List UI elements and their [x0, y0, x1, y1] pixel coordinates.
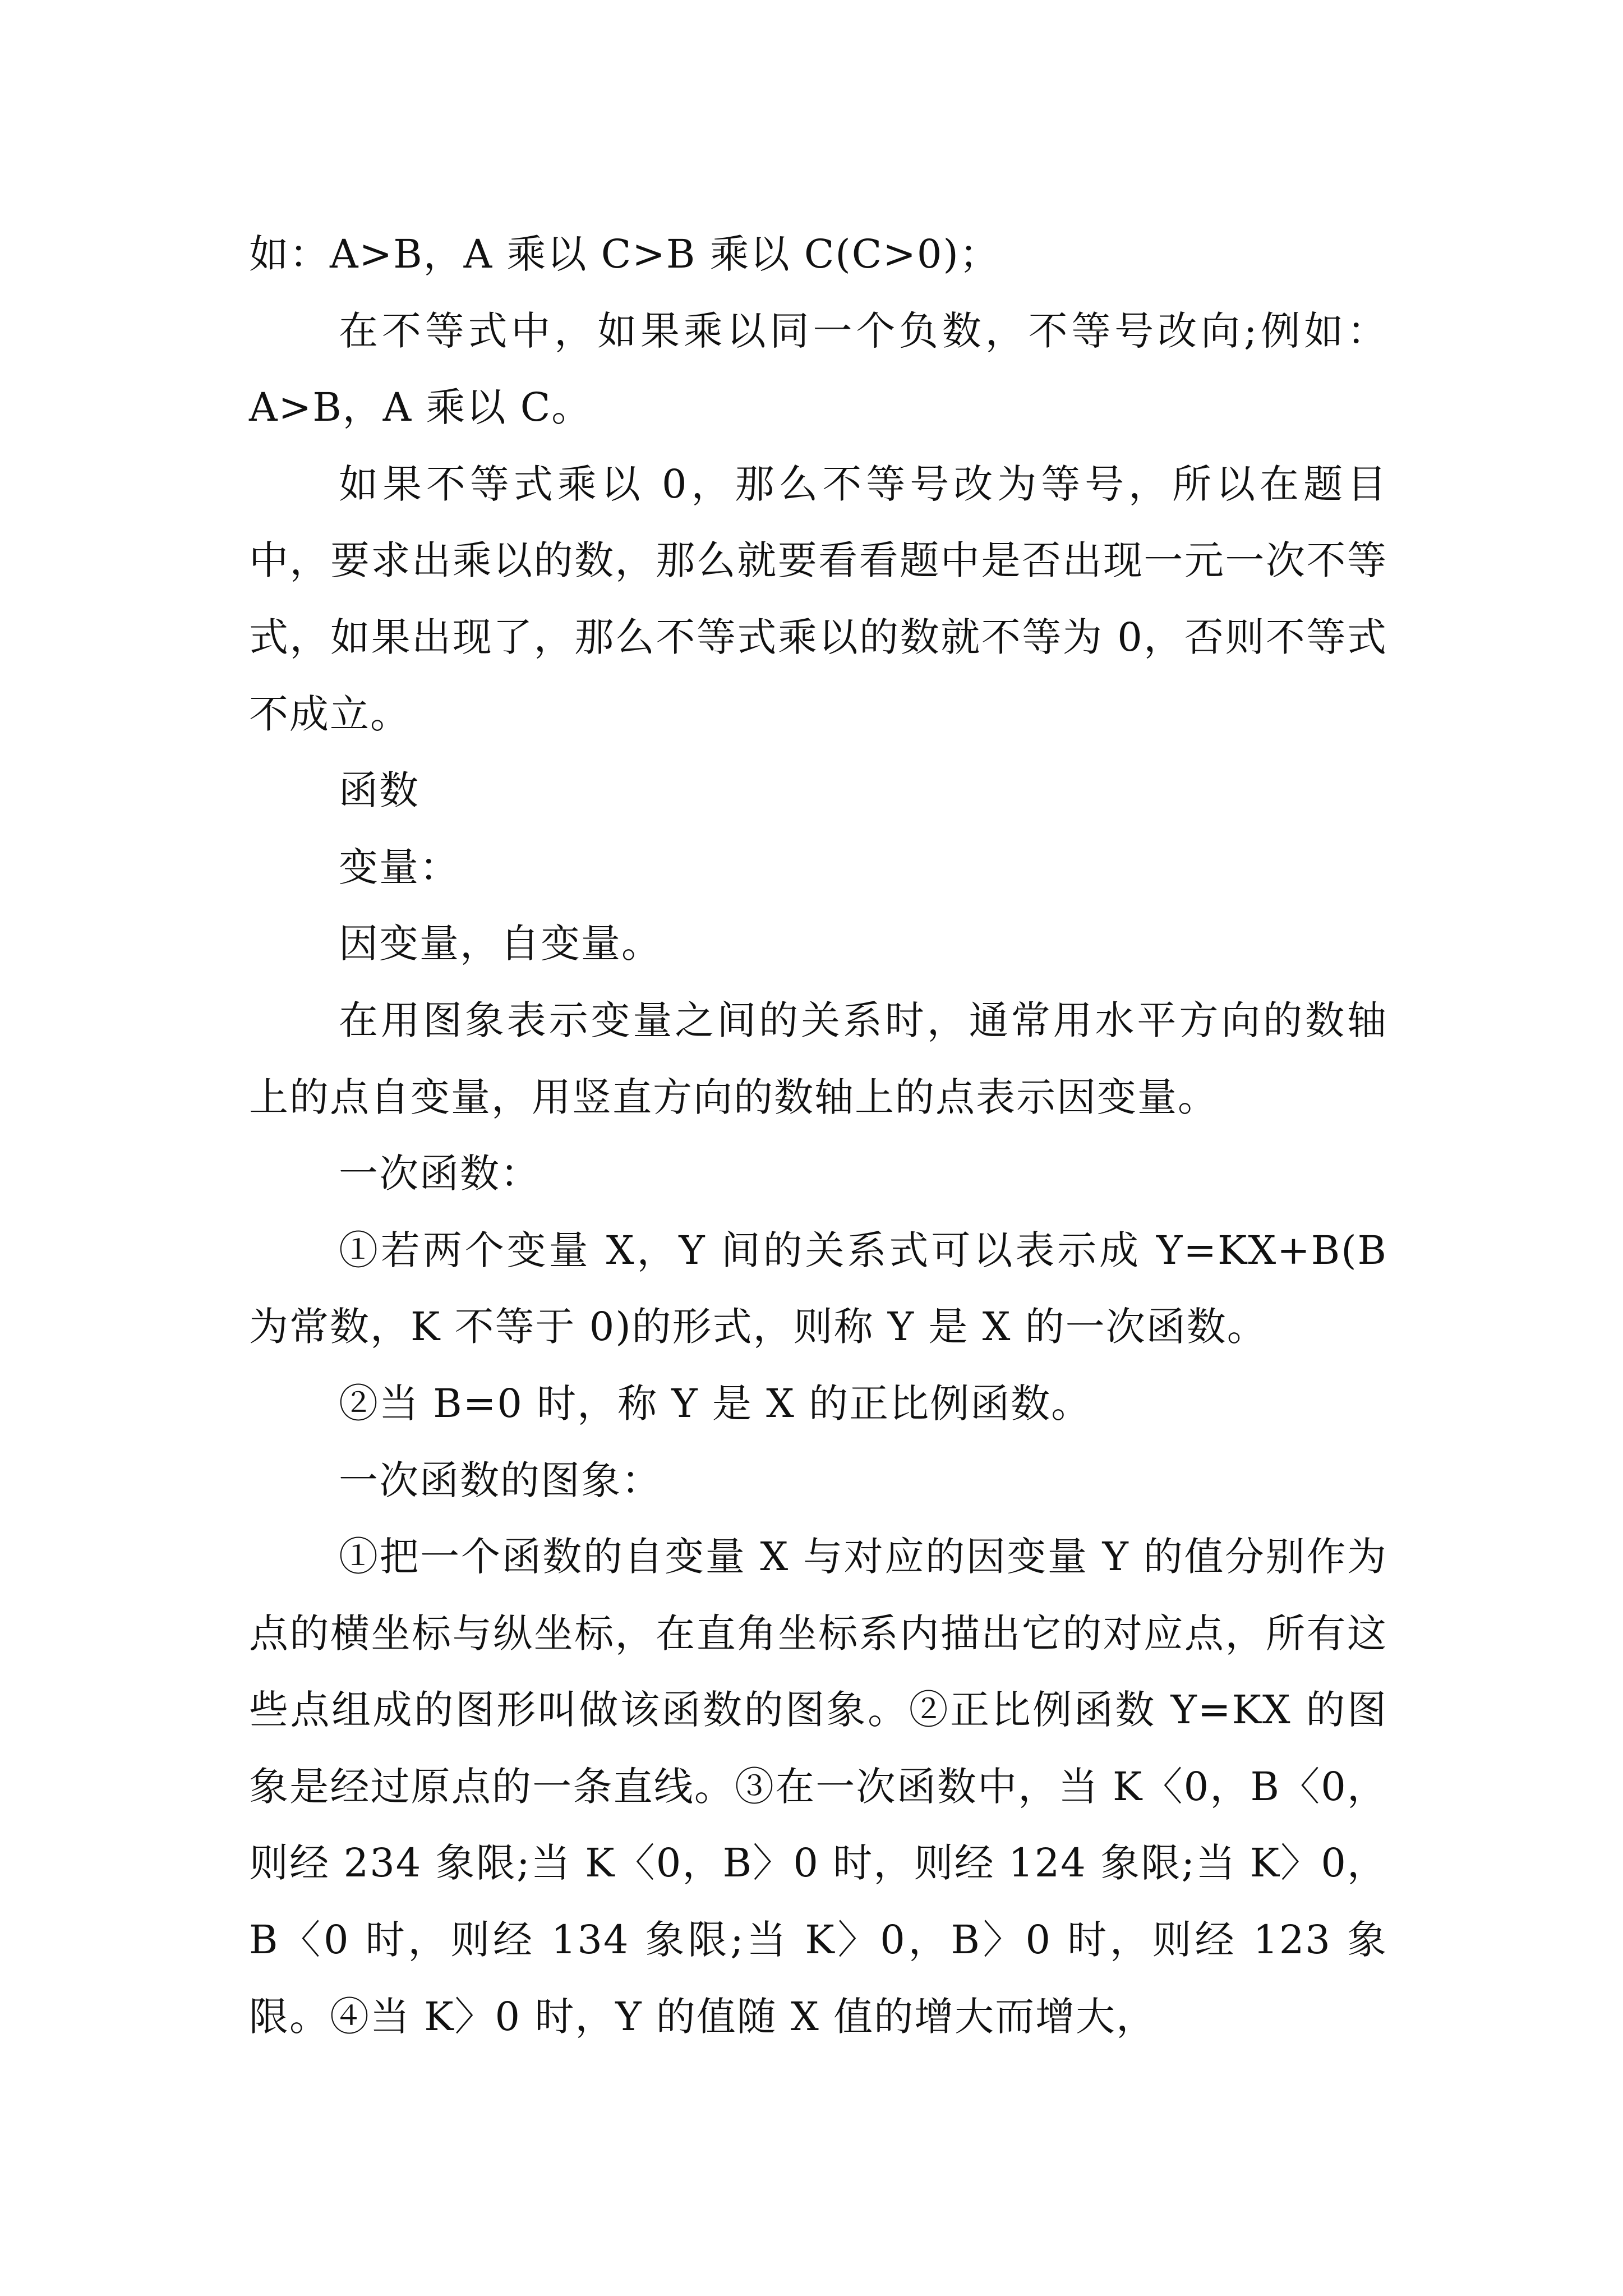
- paragraph-linear-graph: ①把一个函数的自变量 X 与对应的因变量 Y 的值分别作为点的横坐标与纵坐标，在直角坐标系内描出它的对应点，所有这些点组成的图形叫做该函数的图象。②正比例函数 Y=KX 的图象是经过原点的一条直线。③在一次函数中，当 K〈0，B〈0，则经 234 象限;当 K〈0，B〉0 时，则经 124 象限;当 K〉0，B〈0 时，则经 134 象限;当 K〉0，B〉0 时，则经 123 象限。④当 K〉0 时，Y 的值随 X 值的增大而增大，: [249, 1534, 1387, 2040]
- subheading-linear-function: 一次函数：: [339, 1151, 541, 1197]
- paragraph-3: 如果不等式乘以 0，那么不等号改为等号，所以在题目中，要求出乘以的数，那么就要看看题中是否出现一元一次不等式，如果出现了，那么不等式乘以的数就不等为 0，否则不等式不成立。: [249, 461, 1387, 737]
- paragraph-2: 在不等式中，如果乘以同一个负数，不等号改向;例如：A>B，A 乘以 C。: [249, 307, 1387, 431]
- subheading-linear-graph: 一次函数的图象：: [339, 1457, 662, 1503]
- section-heading-functions: 函数: [339, 767, 419, 814]
- document-body: [249, 216, 1387, 2055]
- paragraph-variables: 因变量，自变量。: [339, 921, 662, 967]
- subheading-variables: 变量：: [339, 844, 460, 890]
- paragraph-graph-variables: 在用图象表示变量之间的关系时，通常用水平方向的数轴上的点自变量，用竖直方向的数轴上的点表示因变量。: [249, 997, 1387, 1120]
- paragraph-linear-definition: ①若两个变量 X，Y 间的关系式可以表示成 Y=KX+B(B 为常数，K 不等于 0)的形式，则称 Y 是 X 的一次函数。: [249, 1227, 1387, 1350]
- paragraph-1: 如：A>B，A 乘以 C>B 乘以 C(C>0)；: [249, 231, 1000, 277]
- paragraph-proportional-function: ②当 B=0 时，称 Y 是 X 的正比例函数。: [339, 1380, 1092, 1427]
